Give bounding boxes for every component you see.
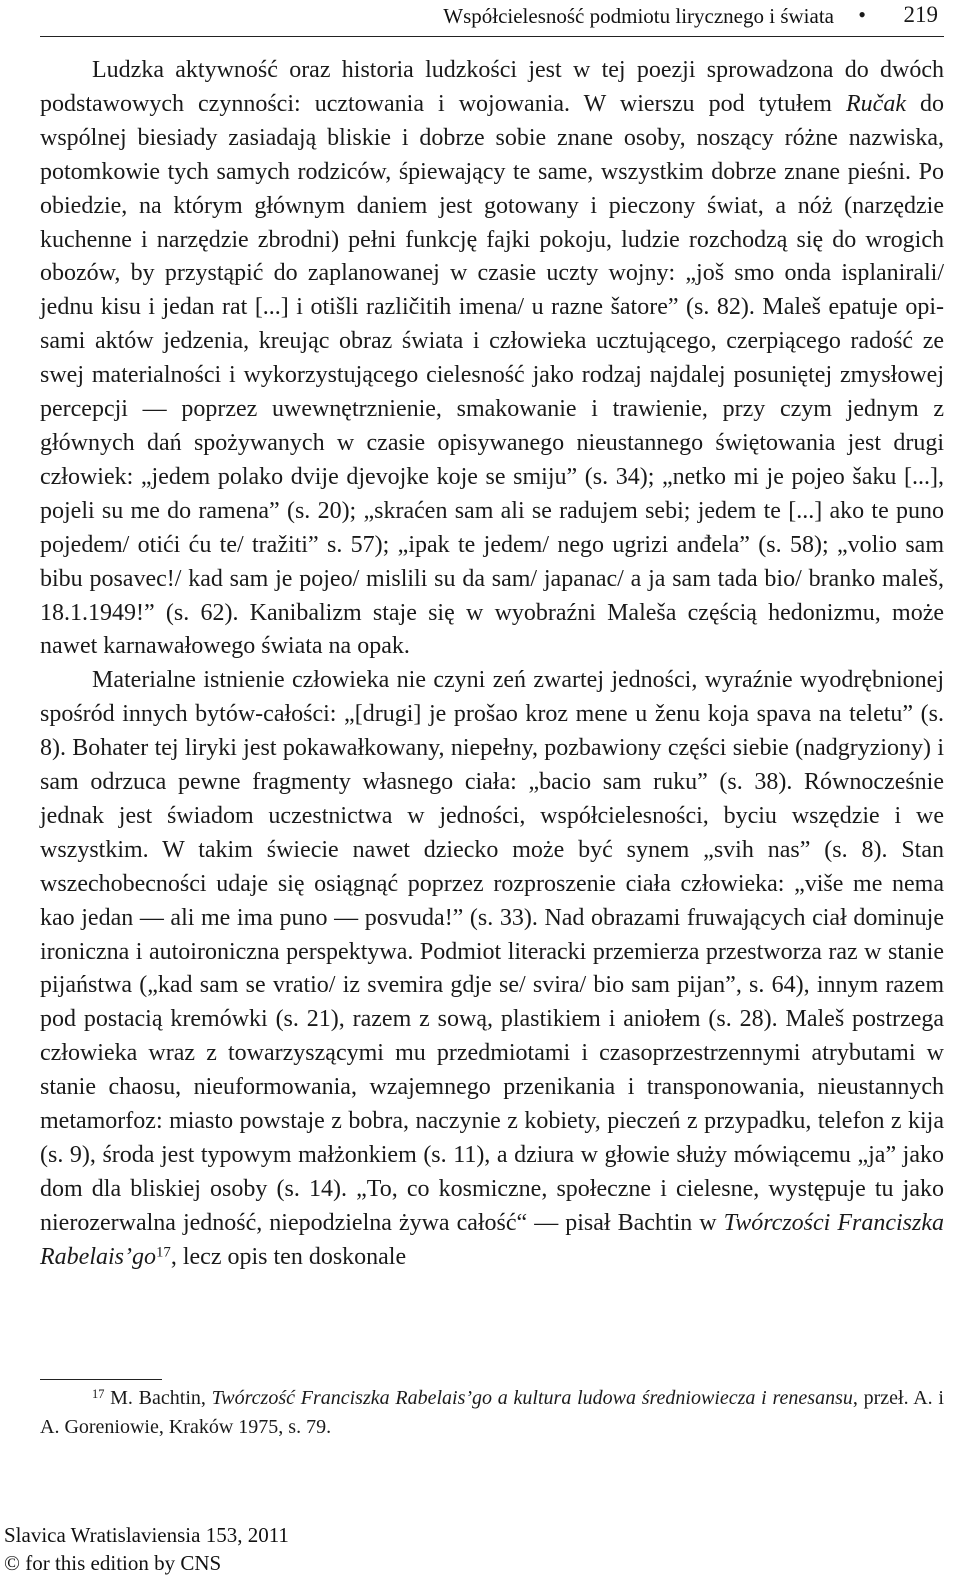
running-header: [40, 0, 944, 37]
footnote-17: [40, 1384, 944, 1441]
text-run: , lecz opis ten doskonale: [170, 1243, 407, 1270]
page-number: 219: [903, 2, 938, 27]
text-run: M. Bachtin,: [104, 1387, 212, 1409]
text-run: , przeł. A. i A. Goreniowie, Kraków 1975, s. 79.: [40, 1387, 944, 1438]
italic-title: Twórczość Franciszka Rabelais’go a kultura ludowa średniowiecza i renesansu: [211, 1387, 853, 1409]
running-title: Współcielesność podmiotu lirycznego i świata: [443, 4, 834, 28]
footnote-divider: [40, 1379, 162, 1380]
italic-title: Ručak: [846, 90, 906, 117]
italic-title: Twórczości Franciszka Rabelais’go: [40, 1209, 945, 1270]
page-footer: [4, 1521, 289, 1577]
footnote-marker: 17: [155, 1244, 171, 1261]
paragraph: [40, 664, 944, 1274]
copyright-notice: © for this edition by CNS: [4, 1551, 222, 1575]
main-text: [40, 54, 944, 1275]
text-run: Materialne istnienie człowieka nie czyni zeń zwartej jedności, wyraźnie wyodrębnionej spośród innych bytów-całości: „[drugi] je prošao kroz mene u ženu koja spava na teletu” (s. 8). Bohater tej liryki jest pokawałkowany, niepełny, pozbawiony części siebie (nadgryziony) i sam odrzuca pewne fragmenty własnego ciała: „bacio sam ruku” (s. 38). Równocześnie jednak jest świadom uczestnictwa w jedności, współcielesności, byciu wszędzie i we wszystkim. W takim świecie nawet dziecko może być synem „svih nas” (s. 8). Stan wszechobecności udaje się osiągnąć poprzez rozproszenie ciała człowieka: „više me nema kao jedan — ali me ima puno — posvuda!” (s. 33). Nad obrazami fruwających ciał dominuje ironiczna i autoironiczna perspektywa. Podmiot literacki przemierza przestworza raz w stanie pijaństwa („kad sam se vratio/ iz svemira gdje se/ svira/ bio sam pijan”, s. 64), innym razem pod postacią kremówki (s. 21), razem z sową, plastikiem i aniołem (s. 28). Maleš postrzega człowieka wraz z towarzyszącymi mu przedmiotami i czasoprzestrzennymi atrybutami w stanie chaosu, nieuformowania, wzajemnego przenikania i transponowania, nieustannych metamorfoz: miasto powstaje z bobra, naczynie z kobiety, pieczeń z przypadku, telefon z kija (s. 9), środa jest typowym małżonkiem (s. 11), a dziura w głowie służy mówiącemu „ja” jako dom dla bliskiej osoby (s. 14). „To, co kosmiczne, społeczne i cielesne, występuje tu jako nierozerwalna jedność, niepodzielna żywa całość“ — pisał Bachtin w: [40, 667, 944, 1236]
paragraph: [40, 54, 944, 664]
journal-citation: Slavica Wratislaviensia 153, 2011: [4, 1523, 289, 1547]
text-run: do wspólnej biesiady zasiadają bliskie i dobrze sobie znane osoby, noszący różne nazwiska, potomkowie tych samych rodziców, śpiewający te same, wszystkim dobrze znane pieśni. Po obiedzie, na którym głównym daniem jest gotowany i pieczony świat, a nóż (narzędzie kuchenne i narzędzie zbrodni) pełni funkcję fajki pokoju, ludzie rozchodzą się do wrogich obozów, by przystąpić do zaplanowanej w czasie uczty wojny: „još smo onda isplanirali/ jednu kisu i jedan rat [...] i otišli različitih imena/ u razne šatore” (s. 82). Maleš epatuje opisami aktów jedzenia, kreując obraz świata i człowieka ucztującego, czerpiącego radość ze swej materialności i wykorzystującego cielesność jako rodzaj najdalej posuniętej zmysłowej percepcji — poprzez uwewnętrznienie, smakowanie i trawienie, przy czym jednym z głównych dań spożywanych w czasie opisywanego nieustannego świętowania jest drugi człowiek: „jedem polako dvije djevojke koje se smiju” (s. 34); „netko mi je pojeo šaku [...], pojeli su me do ramena” (s. 20); „skraćen sam ali se radujem sebi; jedem te [...] ako te puno pojedem/ otići ću te/ tražiti” s. 57); „ipak te jedem/ nego ugrizi anđela” (s. 58); „volio sam bibu posavec!/ kad sam je pojeo/ mislili su da sam/ japanac/ a ja sam tada bio/ branko maleš, 18.1.1949!” (s. 62). Kanibalizm staje się w wyobraźni Maleša częścią hedonizmu, może nawet karnawałowego świata na opak.: [40, 90, 945, 660]
footnote-marker: 17: [92, 1386, 105, 1401]
text-run: Ludzka aktywność oraz historia ludzkości jest w tej poezji sprowadzona do dwóch podstawowych czynności: ucztowania i wojowania. W wierszu pod tytułem: [40, 57, 944, 117]
bullet-separator: •: [858, 2, 866, 27]
